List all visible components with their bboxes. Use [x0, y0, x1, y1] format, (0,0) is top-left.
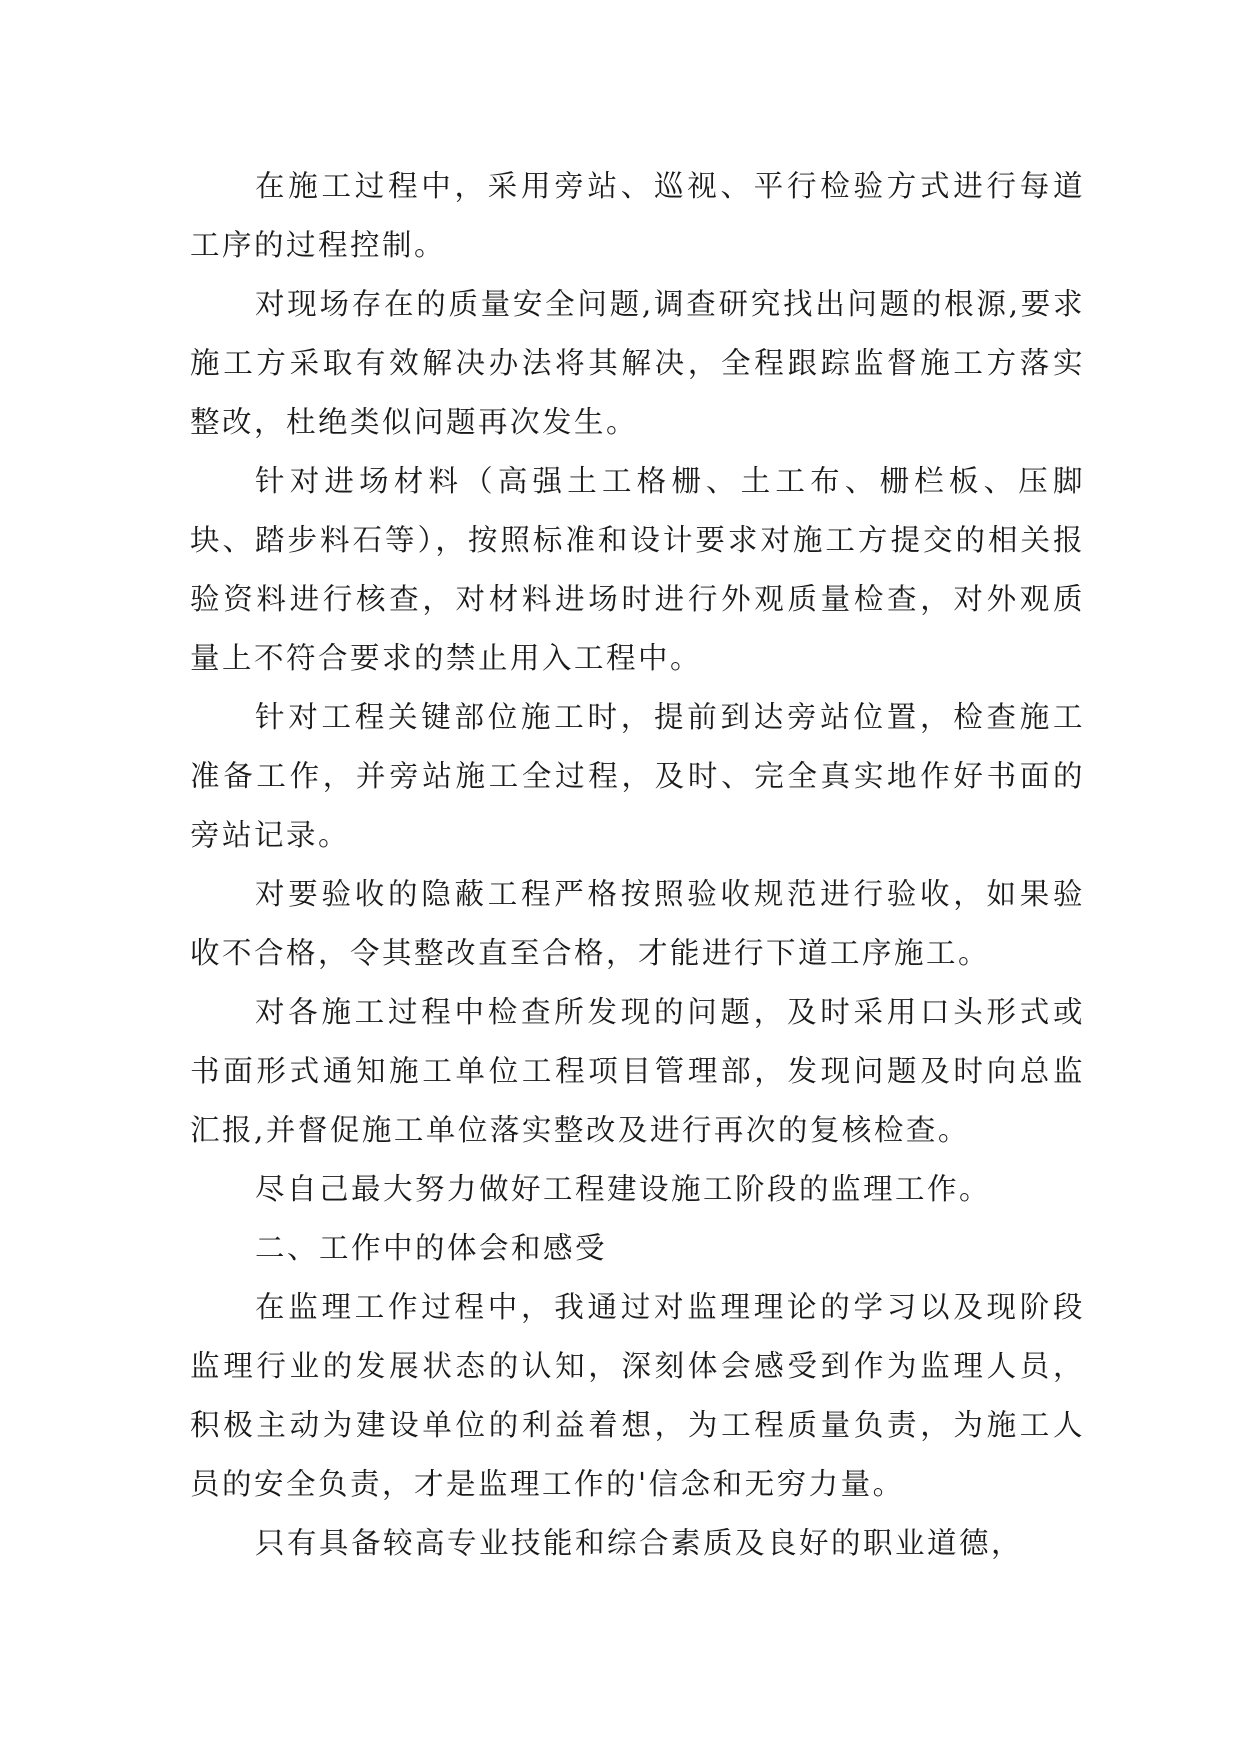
paragraph-concealed-works: 对要验收的隐蔽工程严格按照验收规范进行验收，如果验收不合格，令其整改直至合格，才能进行下道工序施工。	[190, 877, 1085, 970]
paragraph-key-parts-supervision: 针对工程关键部位施工时，提前到达旁站位置，检查施工准备工作，并旁站施工全过程，及时、完全真实地作好书面的旁站记录。	[190, 700, 1085, 852]
paragraph-supervision-experience: 在监理工作过程中，我通过对监理理论的学习以及现阶段监理行业的发展状态的认知，深刻体会感受到作为监理人员，积极主动为建设单位的利益着想，为工程质量负责，为施工人员的安全负责，才是监理工作的'信念和无穷力量。	[190, 1290, 1085, 1501]
paragraph-problem-notification: 对各施工过程中检查所发现的问题，及时采用口头形式或书面形式通知施工单位工程项目管理部，发现问题及时向总监汇报,并督促施工单位落实整改及进行再次的复核检查。	[190, 995, 1085, 1147]
paragraph-best-effort: 尽自己最大努力做好工程建设施工阶段的监理工作。	[255, 1172, 992, 1206]
paragraph-professional-ethics: 只有具备较高专业技能和综合素质及良好的职业道德，	[255, 1526, 1024, 1560]
body-text	[190, 157, 1085, 1573]
section-heading-experience: 二、工作中的体会和感受	[255, 1231, 608, 1265]
paragraph-quality-safety-issues: 对现场存在的质量安全问题,调查研究找出问题的根源,要求施工方采取有效解决办法将其解决，全程跟踪监督施工方落实整改，杜绝类似问题再次发生。	[190, 287, 1085, 439]
paragraph-incoming-materials: 针对进场材料（高强土工格栅、土工布、栅栏板、压脚块、踏步料石等），按照标准和设计要求对施工方提交的相关报验资料进行核查，对材料进场时进行外观质量检查，对外观质量上不符合要求的禁止用入工程中。	[190, 464, 1085, 675]
paragraph-process-control: 在施工过程中，采用旁站、巡视、平行检验方式进行每道工序的过程控制。	[190, 169, 1085, 262]
